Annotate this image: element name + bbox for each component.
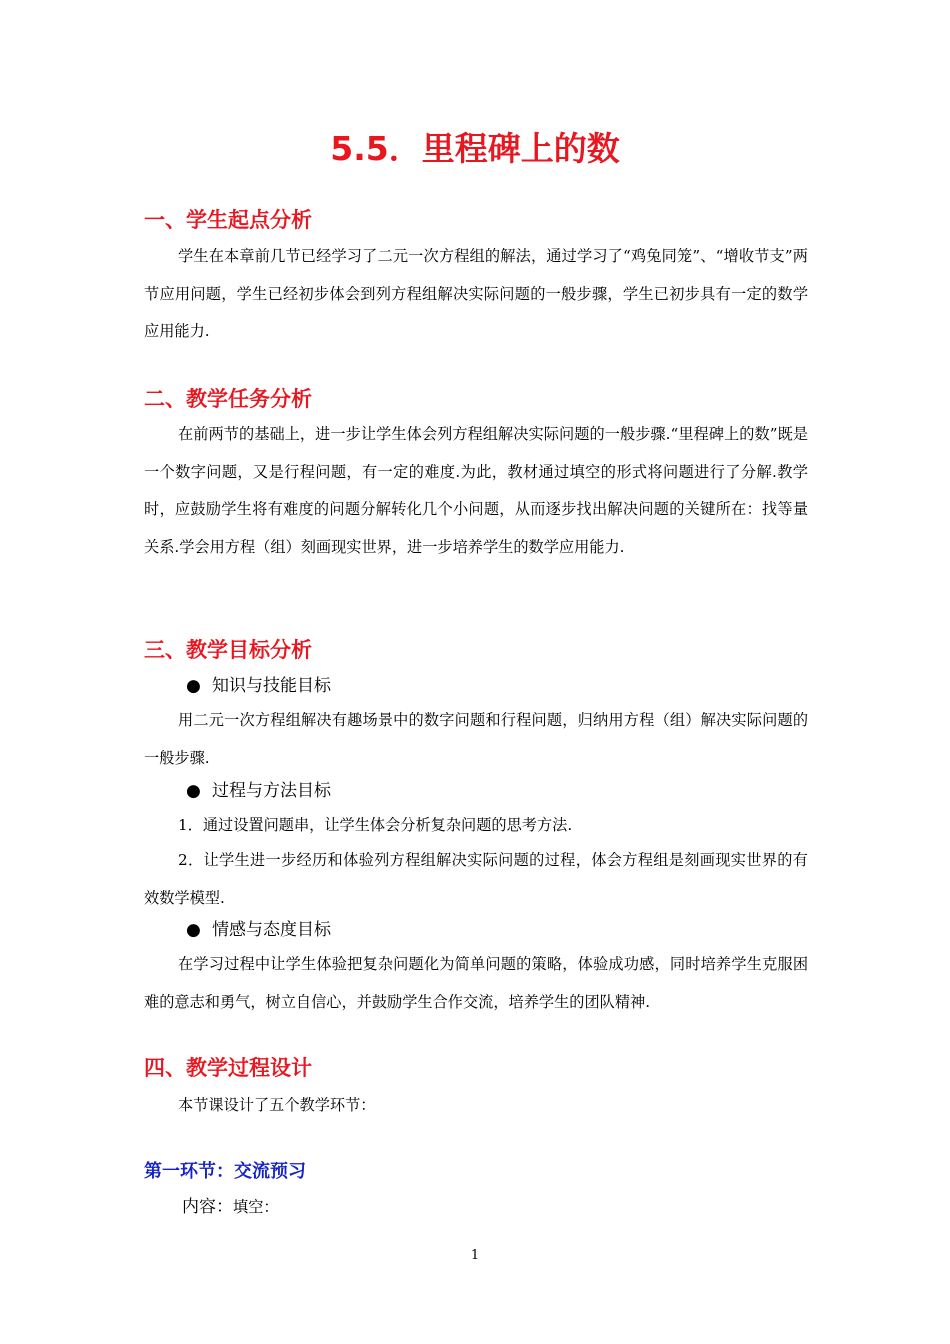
section-paragraph: 本节课设计了五个教学环节： [178, 1096, 376, 1114]
bullet-icon: ● [186, 781, 201, 801]
goal-paragraph: 用二元一次方程组解决有趣场景中的数字问题和行程问题，归纳用方程（组）解决实际问题的一般步骤. [144, 711, 808, 767]
goal-emotion-attitude [186, 916, 331, 944]
content-label: 内容： [182, 1197, 233, 1217]
page-title: 5.5．里程碑上的数 [330, 129, 620, 168]
stage-heading: 第一环节：交流预习 [144, 1161, 306, 1182]
goal-knowledge-skills [186, 672, 331, 700]
bullet-icon: ● [186, 676, 201, 696]
goal-paragraph: 在学习过程中让学生体验把复杂问题化为简单问题的策略，体验成功感，同时培养学生克服困难的意志和勇气，树立自信心，并鼓励学生合作交流，培养学生的团队精神. [144, 955, 808, 1011]
section-paragraph: 在前两节的基础上，进一步让学生体会列方程组解决实际问题的一般步骤.“里程碑上的数”既是一个数字问题，又是行程问题，有一定的难度.为此，教材通过填空的形式将问题进行了分解.教学时，应鼓励学生将有难度的问题分解转化几个小问题，从而逐步找出解决问题的关键所在：找等量关系.学会用方程（组）刻画现实世界，进一步培养学生的数学应用能力. [144, 425, 808, 556]
section-paragraph: 学生在本章前几节已经学习了二元一次方程组的解法，通过学习了“鸡兔同笼”、“增收节支”两节应用问题，学生已经初步体会到列方程组解决实际问题的一般步骤，学生已初步具有一定的数学应用能力. [144, 247, 808, 340]
goal-label: 知识与技能目标 [212, 676, 331, 696]
goal-paragraph: 2．让学生进一步经历和体验列方程组解决实际问题的过程，体会方程组是刻画现实世界的有效数学模型. [144, 851, 808, 907]
section-heading-student-analysis: 一、学生起点分析 [144, 208, 312, 232]
section-heading-process-design: 四、教学过程设计 [144, 1056, 312, 1080]
goal-paragraph: 1．通过设置问题串，让学生体会分析复杂问题的思考方法. [178, 816, 573, 834]
section-heading-goal-analysis: 三、教学目标分析 [144, 638, 312, 662]
stage-content [182, 1192, 279, 1222]
content-text: 填空： [233, 1198, 279, 1216]
goal-label: 情感与态度目标 [212, 920, 331, 940]
section-heading-task-analysis: 二、教学任务分析 [144, 387, 312, 411]
goal-process-methods [186, 777, 331, 805]
bullet-icon: ● [186, 920, 201, 940]
page-number: 1 [470, 1248, 480, 1263]
goal-label: 过程与方法目标 [212, 781, 331, 801]
